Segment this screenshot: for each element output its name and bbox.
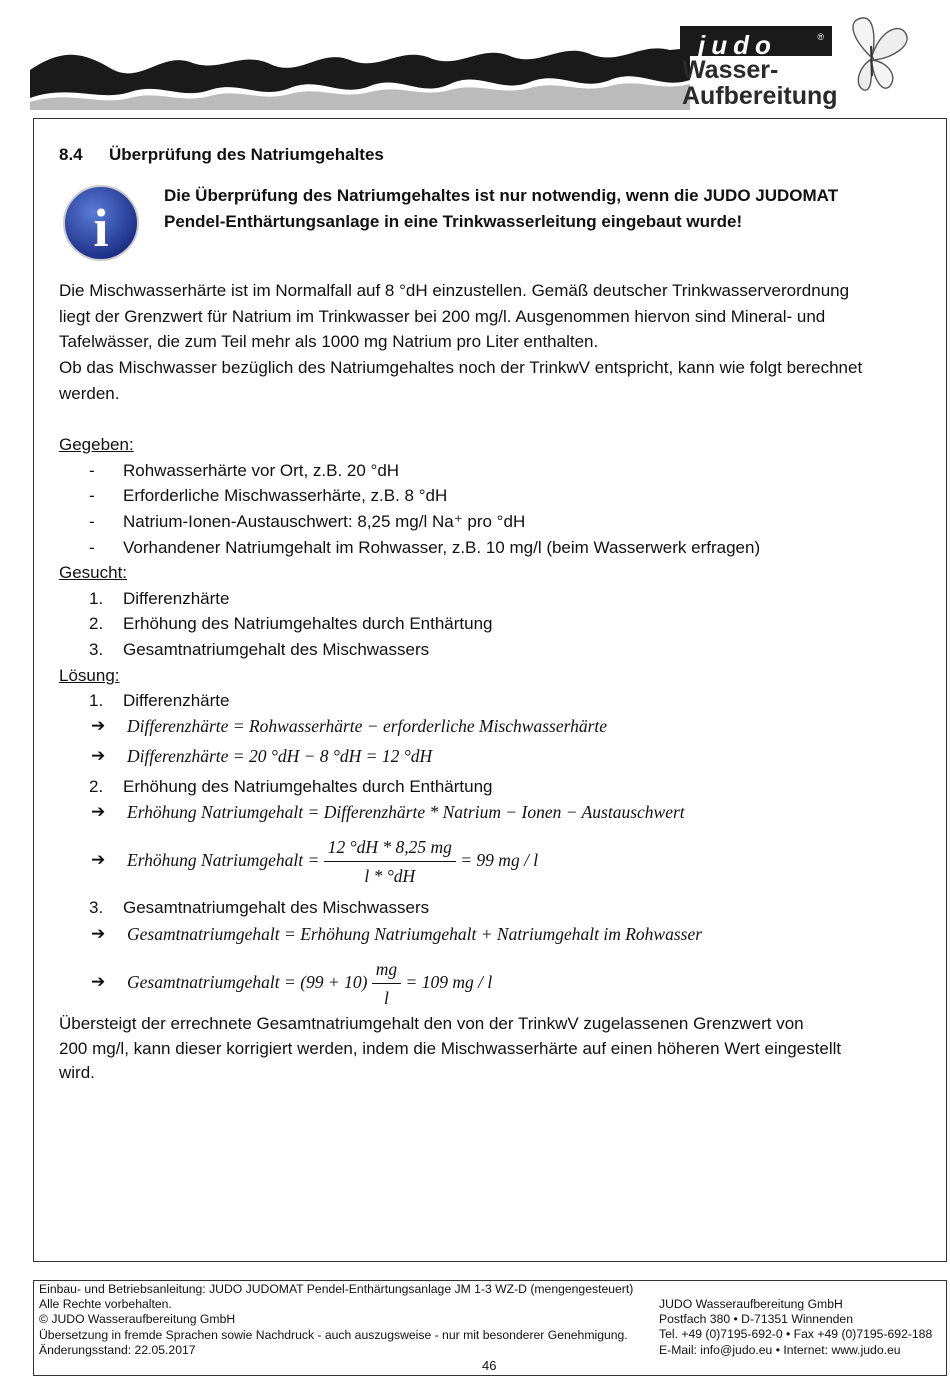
list-item — [59, 535, 929, 561]
conclusion-line: Übersteigt der errechnete Gesamtnatriumgehalt den von der TrinkwV zugelassenen Grenzwert von — [59, 1014, 804, 1033]
fraction-denominator: l * °dH — [364, 866, 416, 887]
judo-logo — [680, 24, 838, 112]
list-item — [59, 483, 929, 509]
formula-left: Erhöhung Natriumgehalt = — [127, 850, 320, 870]
conclusion-line: wird. — [59, 1063, 95, 1083]
step-marker: 2. — [89, 777, 104, 796]
formula-line — [59, 713, 929, 739]
solution-step — [59, 774, 929, 800]
list-text: Vorhandener Natriumgehalt im Rohwasser, z.B. 10 mg/l (beim Wasserwerk erfragen) — [123, 538, 761, 557]
logo-registered-mark: ® — [817, 32, 824, 42]
solution-label: Lösung: — [59, 666, 120, 685]
list-marker: 3. — [89, 640, 104, 659]
fraction-formula — [127, 954, 492, 1012]
formula-line — [59, 743, 929, 769]
list-text: Natrium-Ionen-Austauschwert: 8,25 mg/l Na⁺ pro °dH — [123, 512, 526, 531]
footer-line: E-Mail: info@judo.eu • Internet: www.judo.eu — [659, 1342, 901, 1357]
list-marker: - — [89, 461, 95, 480]
list-item — [59, 637, 929, 663]
formula: Differenzhärte = Rohwasserhärte − erforderliche Mischwasserhärte — [127, 716, 608, 736]
logo-tagline-2: Aufbereitung — [682, 82, 838, 110]
section-title: Überprüfung des Natriumgehaltes — [109, 145, 384, 164]
step-marker: 3. — [89, 898, 104, 917]
solution-step — [59, 688, 929, 714]
list-text: Differenzhärte — [123, 589, 230, 608]
step-text: Differenzhärte — [123, 691, 230, 710]
intro-line: Die Mischwasserhärte ist im Normalfall auf 8 °dH einzustellen. Gemäß deutscher Trinkwasserverordnung — [59, 281, 850, 300]
fraction — [372, 955, 401, 1012]
formula-line — [59, 952, 929, 1012]
list-item — [59, 458, 929, 484]
intro-paragraph — [59, 278, 929, 407]
formula-right: = 109 mg / l — [405, 972, 493, 992]
intro-line: liegt der Grenzwert für Natrium im Trinkwasser bei 200 mg/l. Ausgenommen hiervon sind Mineral- und — [59, 306, 826, 326]
formula: Gesamtnatriumgehalt = Erhöhung Natriumgehalt + Natriumgehalt im Rohwasser — [127, 924, 703, 944]
logo-bar — [680, 26, 832, 60]
given-label: Gegeben: — [59, 435, 134, 454]
footer-contact — [659, 1297, 932, 1358]
info-icon — [62, 184, 140, 262]
step-marker: 1. — [89, 691, 104, 710]
conclusion-line: 200 mg/l, kann dieser korrigiert werden, indem die Mischwasserhärte auf einen höheren Wert eingestellt — [59, 1038, 842, 1058]
step-text: Erhöhung des Natriumgehaltes durch Enthärtung — [123, 777, 493, 796]
step-text: Gesamtnatriumgehalt des Mischwassers — [123, 898, 430, 917]
footer-line: Postfach 380 • D-71351 Winnenden — [659, 1312, 853, 1327]
solution-step — [59, 895, 929, 921]
page-header — [0, 0, 950, 118]
page-number: 46 — [482, 1358, 497, 1373]
list-item — [59, 586, 929, 612]
list-item — [59, 611, 929, 637]
footer-line: Übersetzung in fremde Sprachen sowie Nachdruck - auch auszugsweise - nur mit besonderer Genehmigung. — [39, 1327, 628, 1342]
footer-line: Änderungsstand: 22.05.2017 — [39, 1342, 196, 1357]
footer-line: JUDO Wasseraufbereitung GmbH — [659, 1297, 843, 1311]
intro-line: Tafelwässer, die zum Teil mehr als 1000 mg Natrium pro Liter enthalten. — [59, 332, 599, 352]
butterfly-logo-icon — [840, 16, 912, 96]
intro-line: werden. — [59, 383, 120, 403]
fraction-numerator: 12 °dH * 8,25 mg — [324, 833, 456, 862]
sought-label: Gesucht: — [59, 563, 128, 582]
footer-line: Tel. +49 (0)7195-692-0 • Fax +49 (0)7195-692-188 — [659, 1327, 933, 1342]
list-marker: - — [89, 512, 95, 531]
list-text: Erforderliche Mischwasserhärte, z.B. 8 °dH — [123, 486, 448, 505]
formula-right: = 99 mg / l — [460, 850, 539, 870]
logo-tagline-1: Wasser- — [682, 56, 779, 84]
arrow-icon: ➔ — [91, 716, 106, 735]
list-marker: 1. — [89, 589, 104, 608]
arrow-icon: ➔ — [91, 972, 106, 991]
formula-left: Gesamtnatriumgehalt = (99 + 10) — [127, 972, 368, 992]
section-heading — [59, 145, 384, 165]
info-icon-letter: i — [93, 198, 109, 258]
fraction-numerator: mg — [372, 955, 401, 984]
formula: Differenzhärte = 20 °dH − 8 °dH = 12 °dH — [127, 746, 433, 766]
list-text: Rohwasserhärte vor Ort, z.B. 20 °dH — [123, 461, 400, 480]
footer-legal — [39, 1282, 633, 1358]
page-footer — [33, 1280, 947, 1376]
conclusion-paragraph — [59, 1012, 929, 1086]
list-text: Gesamtnatriumgehalt des Mischwassers — [123, 640, 430, 659]
list-marker: - — [89, 538, 95, 557]
arrow-icon: ➔ — [91, 802, 106, 821]
logo-brand: judo — [698, 30, 777, 60]
list-marker: 2. — [89, 614, 104, 633]
formula-line — [59, 799, 929, 825]
footer-line: Alle Rechte vorbehalten. — [39, 1297, 172, 1312]
formula: Erhöhung Natriumgehalt = Differenzhärte * Natrium − Ionen − Austauschwert — [127, 802, 685, 822]
footer-line: Einbau- und Betriebsanleitung: JUDO JUDOMAT Pendel-Enthärtungsanlage JM 1-3 WZ-D (mengengesteuert) — [39, 1282, 634, 1296]
fraction-formula — [127, 832, 538, 890]
section-number: 8.4 — [59, 145, 83, 164]
fraction — [324, 833, 456, 890]
arrow-icon: ➔ — [91, 746, 106, 765]
formula-line — [59, 921, 929, 947]
wave-banner-icon — [30, 40, 690, 110]
fraction-denominator: l — [384, 988, 389, 1009]
list-marker: - — [89, 486, 95, 505]
notice-text: Die Überprüfung des Natriumgehaltes ist nur notwendig, wenn die JUDO JUDOMAT Pendel-Enthärtungsanlage in eine Trinkwasserleitung eingebaut wurde! — [164, 186, 839, 231]
list-text: Erhöhung des Natriumgehaltes durch Enthärtung — [123, 614, 493, 633]
formula-line — [59, 830, 929, 890]
arrow-icon: ➔ — [91, 850, 106, 869]
arrow-icon: ➔ — [91, 924, 106, 943]
intro-line: Ob das Mischwasser bezüglich des Natriumgehaltes noch der TrinkwV entspricht, kann wie folgt berechnet — [59, 358, 863, 378]
footer-line: © JUDO Wasseraufbereitung GmbH — [39, 1312, 236, 1327]
list-item — [59, 509, 929, 535]
